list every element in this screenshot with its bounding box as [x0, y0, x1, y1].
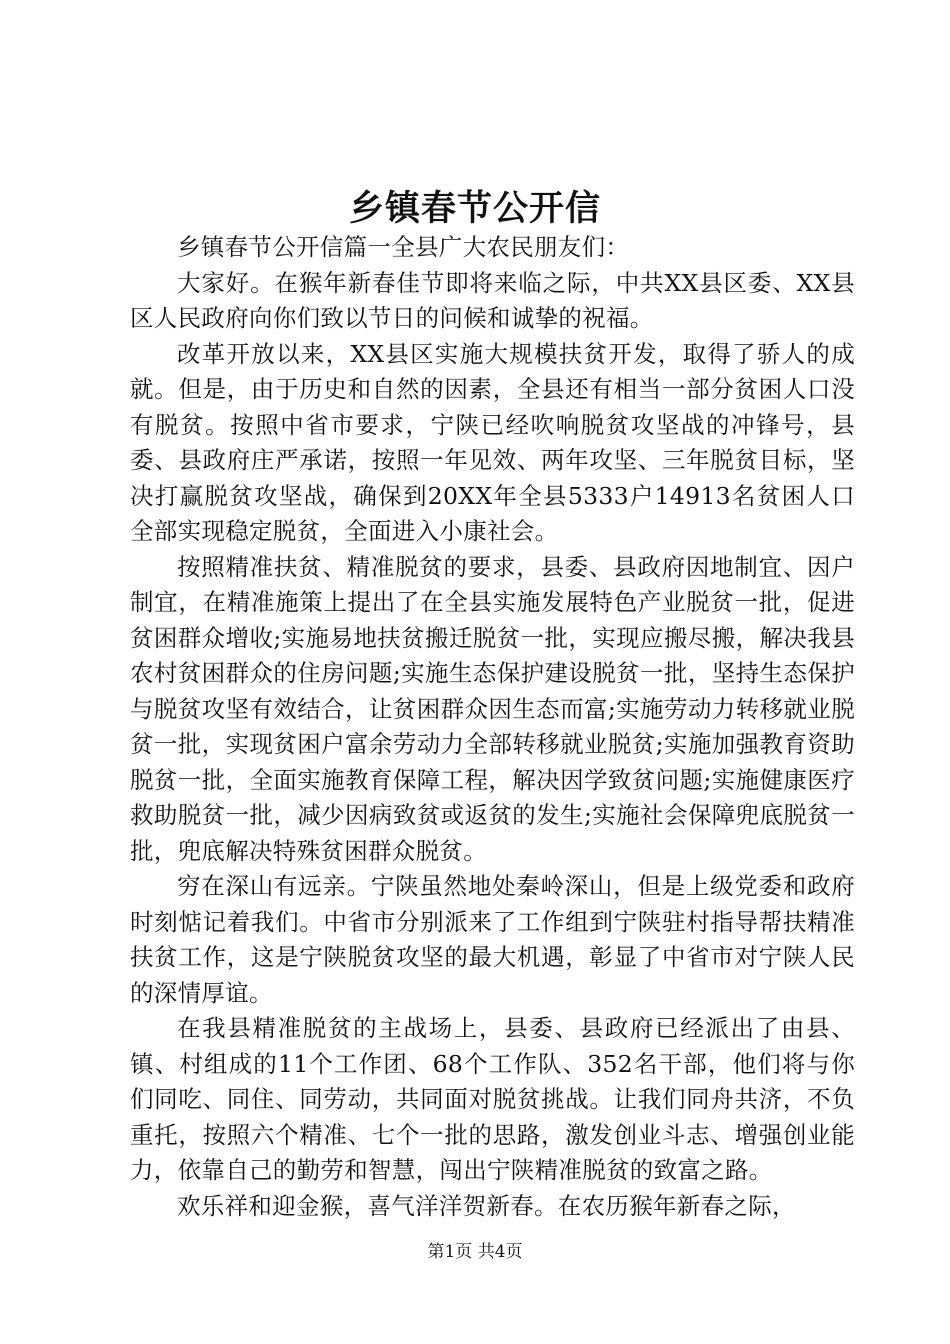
- document-body: [130, 230, 855, 1224]
- page-number-footer: 第1页 共4页: [427, 1242, 523, 1262]
- paragraph-support: 穷在深山有远亲。宁陕虽然地处秦岭深山，但是上级党委和政府时刻惦记着我们。中省市分别派来了工作组到宁陕驻村指导帮扶精准扶贫工作，这是宁陕脱贫攻坚的最大机遇，彰显了中省市对宁陕人民的深情厚谊。: [130, 872, 855, 1007]
- paragraph-measures: 按照精准扶贫、精准脱贫的要求，县委、县政府因地制宜、因户制宜，在精准施策上提出了在全县实施发展特色产业脱贫一批，促进贫困群众增收;实施易地扶贫搬迁脱贫一批，实现应搬尽搬，解决我县农村贫困群众的住房问题;实施生态保护建设脱贫一批，坚持生态保护与脱贫攻坚有效结合，让贫困群众因生态而富;实施劳动力转移就业脱贫一批，实现贫困户富余劳动力全部转移就业脱贫;实施加强教育资助脱贫一批，全面实施教育保障工程，解决因学致贫问题;实施健康医疗救助脱贫一批，减少因病致贫或返贫的发生;实施社会保障兜底脱贫一批，兜底解决特殊贫困群众脱贫。: [130, 552, 855, 865]
- paragraph-intro: 大家好。在猴年新春佳节即将来临之际，中共XX县区委、XX县区人民政府向你们致以节日的问候和诚挚的祝福。: [130, 268, 855, 332]
- paragraph-reform: 改革开放以来，XX县区实施大规模扶贫开发，取得了骄人的成就。但是，由于历史和自然的因素，全县还有相当一部分贫困人口没有脱贫。按照中省市要求，宁陕已经吹响脱贫攻坚战的冲锋号，县委、县政府庄严承诺，按照一年见效、两年攻坚、三年脱贫目标，坚决打赢脱贫攻坚战，确保到20XX年全县5333户14913名贫困人口全部实现稳定脱贫，全面进入小康社会。: [130, 339, 855, 545]
- paragraph-teams: 在我县精准脱贫的主战场上，县委、县政府已经派出了由县、镇、村组成的11个工作团、68个工作队、352名干部，他们将与你们同吃、同住、同劳动，共同面对脱贫挑战。让我们同舟共济，不负重托，按照六个精准、七个一批的思路，激发创业斗志、增强创业能力，依靠自己的勤劳和智慧，闯出宁陕精准脱贫的致富之路。: [130, 1014, 855, 1184]
- paragraph-new-year: 欢乐祥和迎金猴，喜气洋洋贺新春。在农历猴年新春之际，: [177, 1191, 796, 1220]
- document-title: 乡镇春节公开信: [348, 188, 601, 229]
- paragraph-greeting: 乡镇春节公开信篇一全县广大农民朋友们：: [177, 233, 630, 261]
